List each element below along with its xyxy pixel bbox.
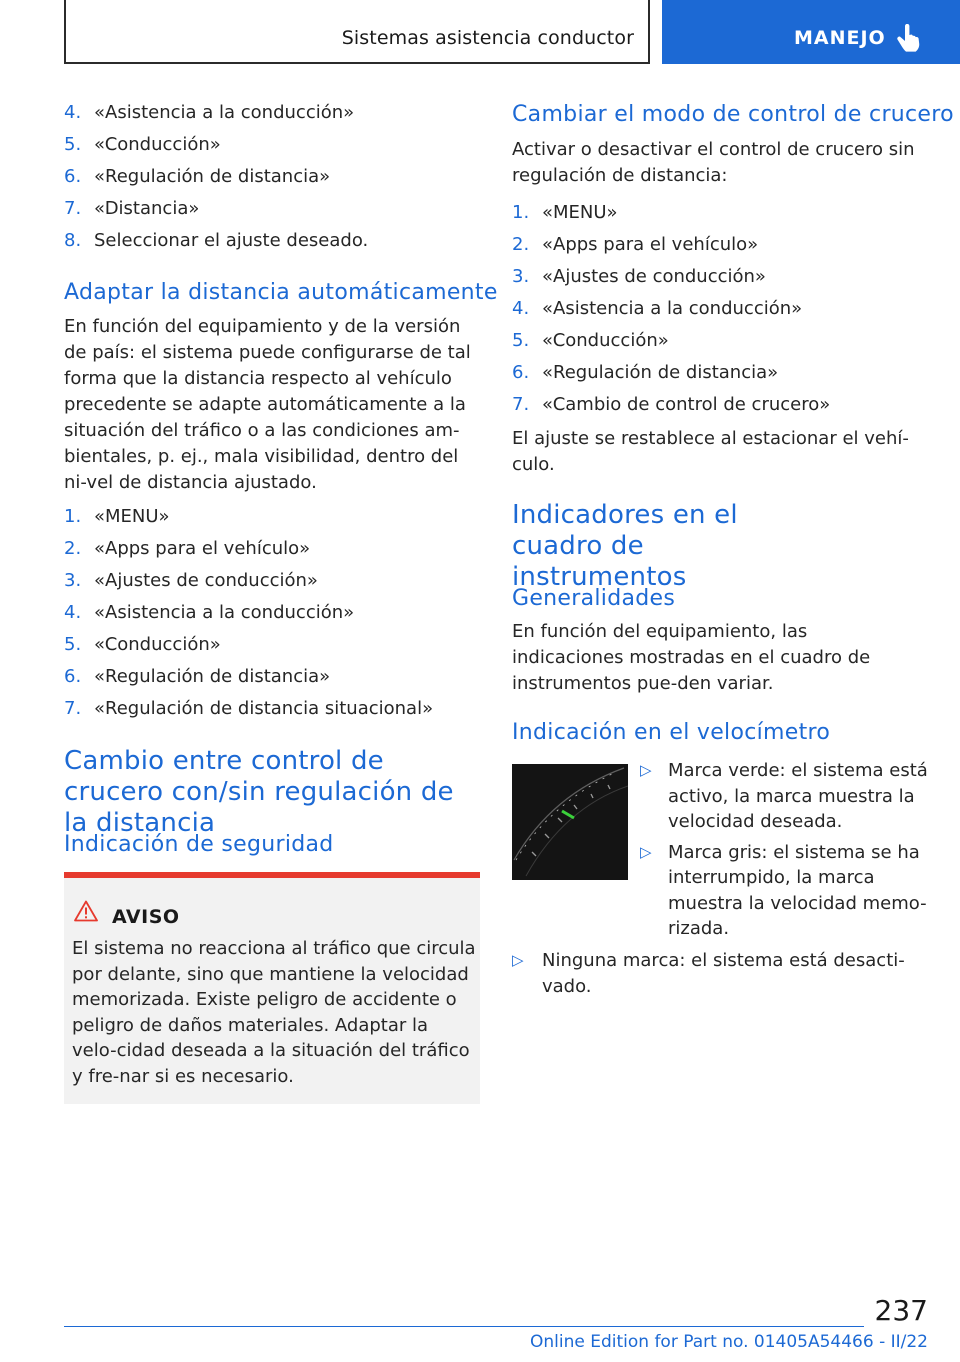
header-chapter-title: MANEJO xyxy=(794,27,886,49)
warning-triangle-icon xyxy=(74,900,98,922)
footer-divider xyxy=(64,1326,864,1327)
speedometer-image xyxy=(512,764,628,880)
bullet-triangle-icon: ▷ xyxy=(640,842,652,861)
page-number: 237 xyxy=(874,1294,928,1327)
mode-heading: Cambiar el modo de control de crucero xyxy=(512,102,954,127)
mode-paragraph: Activar o desactivar el control de crucero sin regulación de distancia: xyxy=(512,139,915,186)
list-item: ▷ Marca gris: el sistema se ha interrumpido, la marca muestra la velocidad memo-rizada. xyxy=(640,841,927,939)
cambio-heading: Cambio entre control de crucero con/sin regulación de la distancia xyxy=(64,746,454,838)
list-item: ▷ Ninguna marca: el sistema está desacti-vado. xyxy=(512,950,905,997)
warning-text: El sistema no reacciona al tráfico que circula por delante, sino que mantiene la velocidad memorizada. Existe peligro de accidente o peligro de daños materiales. Adaptar la velo-cidad deseada a la situación del tráfico y fre-nar si es necesario. xyxy=(72,938,476,1087)
list-item: ▷ Marca verde: el sistema está activo, la marca muestra la velocidad deseada. xyxy=(640,760,928,832)
general-heading: Generalidades xyxy=(512,586,676,611)
speedo-heading: Indicación en el velocímetro xyxy=(512,720,831,745)
header-section-title: Sistemas asistencia conductor xyxy=(341,27,634,49)
none-bullet-list xyxy=(512,948,922,999)
warning-box xyxy=(64,872,480,1104)
bullet-triangle-icon: ▷ xyxy=(640,761,652,779)
footer-edition: Online Edition for Part no. 01405A54466 - II/22 xyxy=(529,1332,928,1352)
hand-pointer-icon xyxy=(896,24,922,54)
warning-title: AVISO xyxy=(112,906,180,928)
general-paragraph: En función del equipamiento, las indicaciones mostradas en el cuadro de instrumentos pue-den variar. xyxy=(512,621,871,694)
speedo-bullet-list xyxy=(640,758,934,942)
safety-heading: Indicación de seguridad xyxy=(64,832,334,857)
adapt-distance-heading: Adaptar la distancia automáticamente xyxy=(64,280,498,305)
header-chapter-tab[interactable] xyxy=(662,0,960,64)
indicators-heading: Indicadores en el cuadro de instrumentos xyxy=(512,500,738,592)
header-section-box xyxy=(64,0,650,64)
adapt-distance-paragraph: En función del equipamiento y de la versión de país: el sistema puede configurarse de tal forma que la distancia respecto al vehículo precedente se adapte automáticamente a la situación del tráfico o a las condiciones am-bientales, p. ej., mala visibilidad, dentro del ni-vel de distancia ajustado. xyxy=(64,316,471,493)
reset-paragraph: El ajuste se restablece al estacionar el vehí-culo. xyxy=(512,428,909,475)
bullet-triangle-icon: ▷ xyxy=(512,951,524,969)
